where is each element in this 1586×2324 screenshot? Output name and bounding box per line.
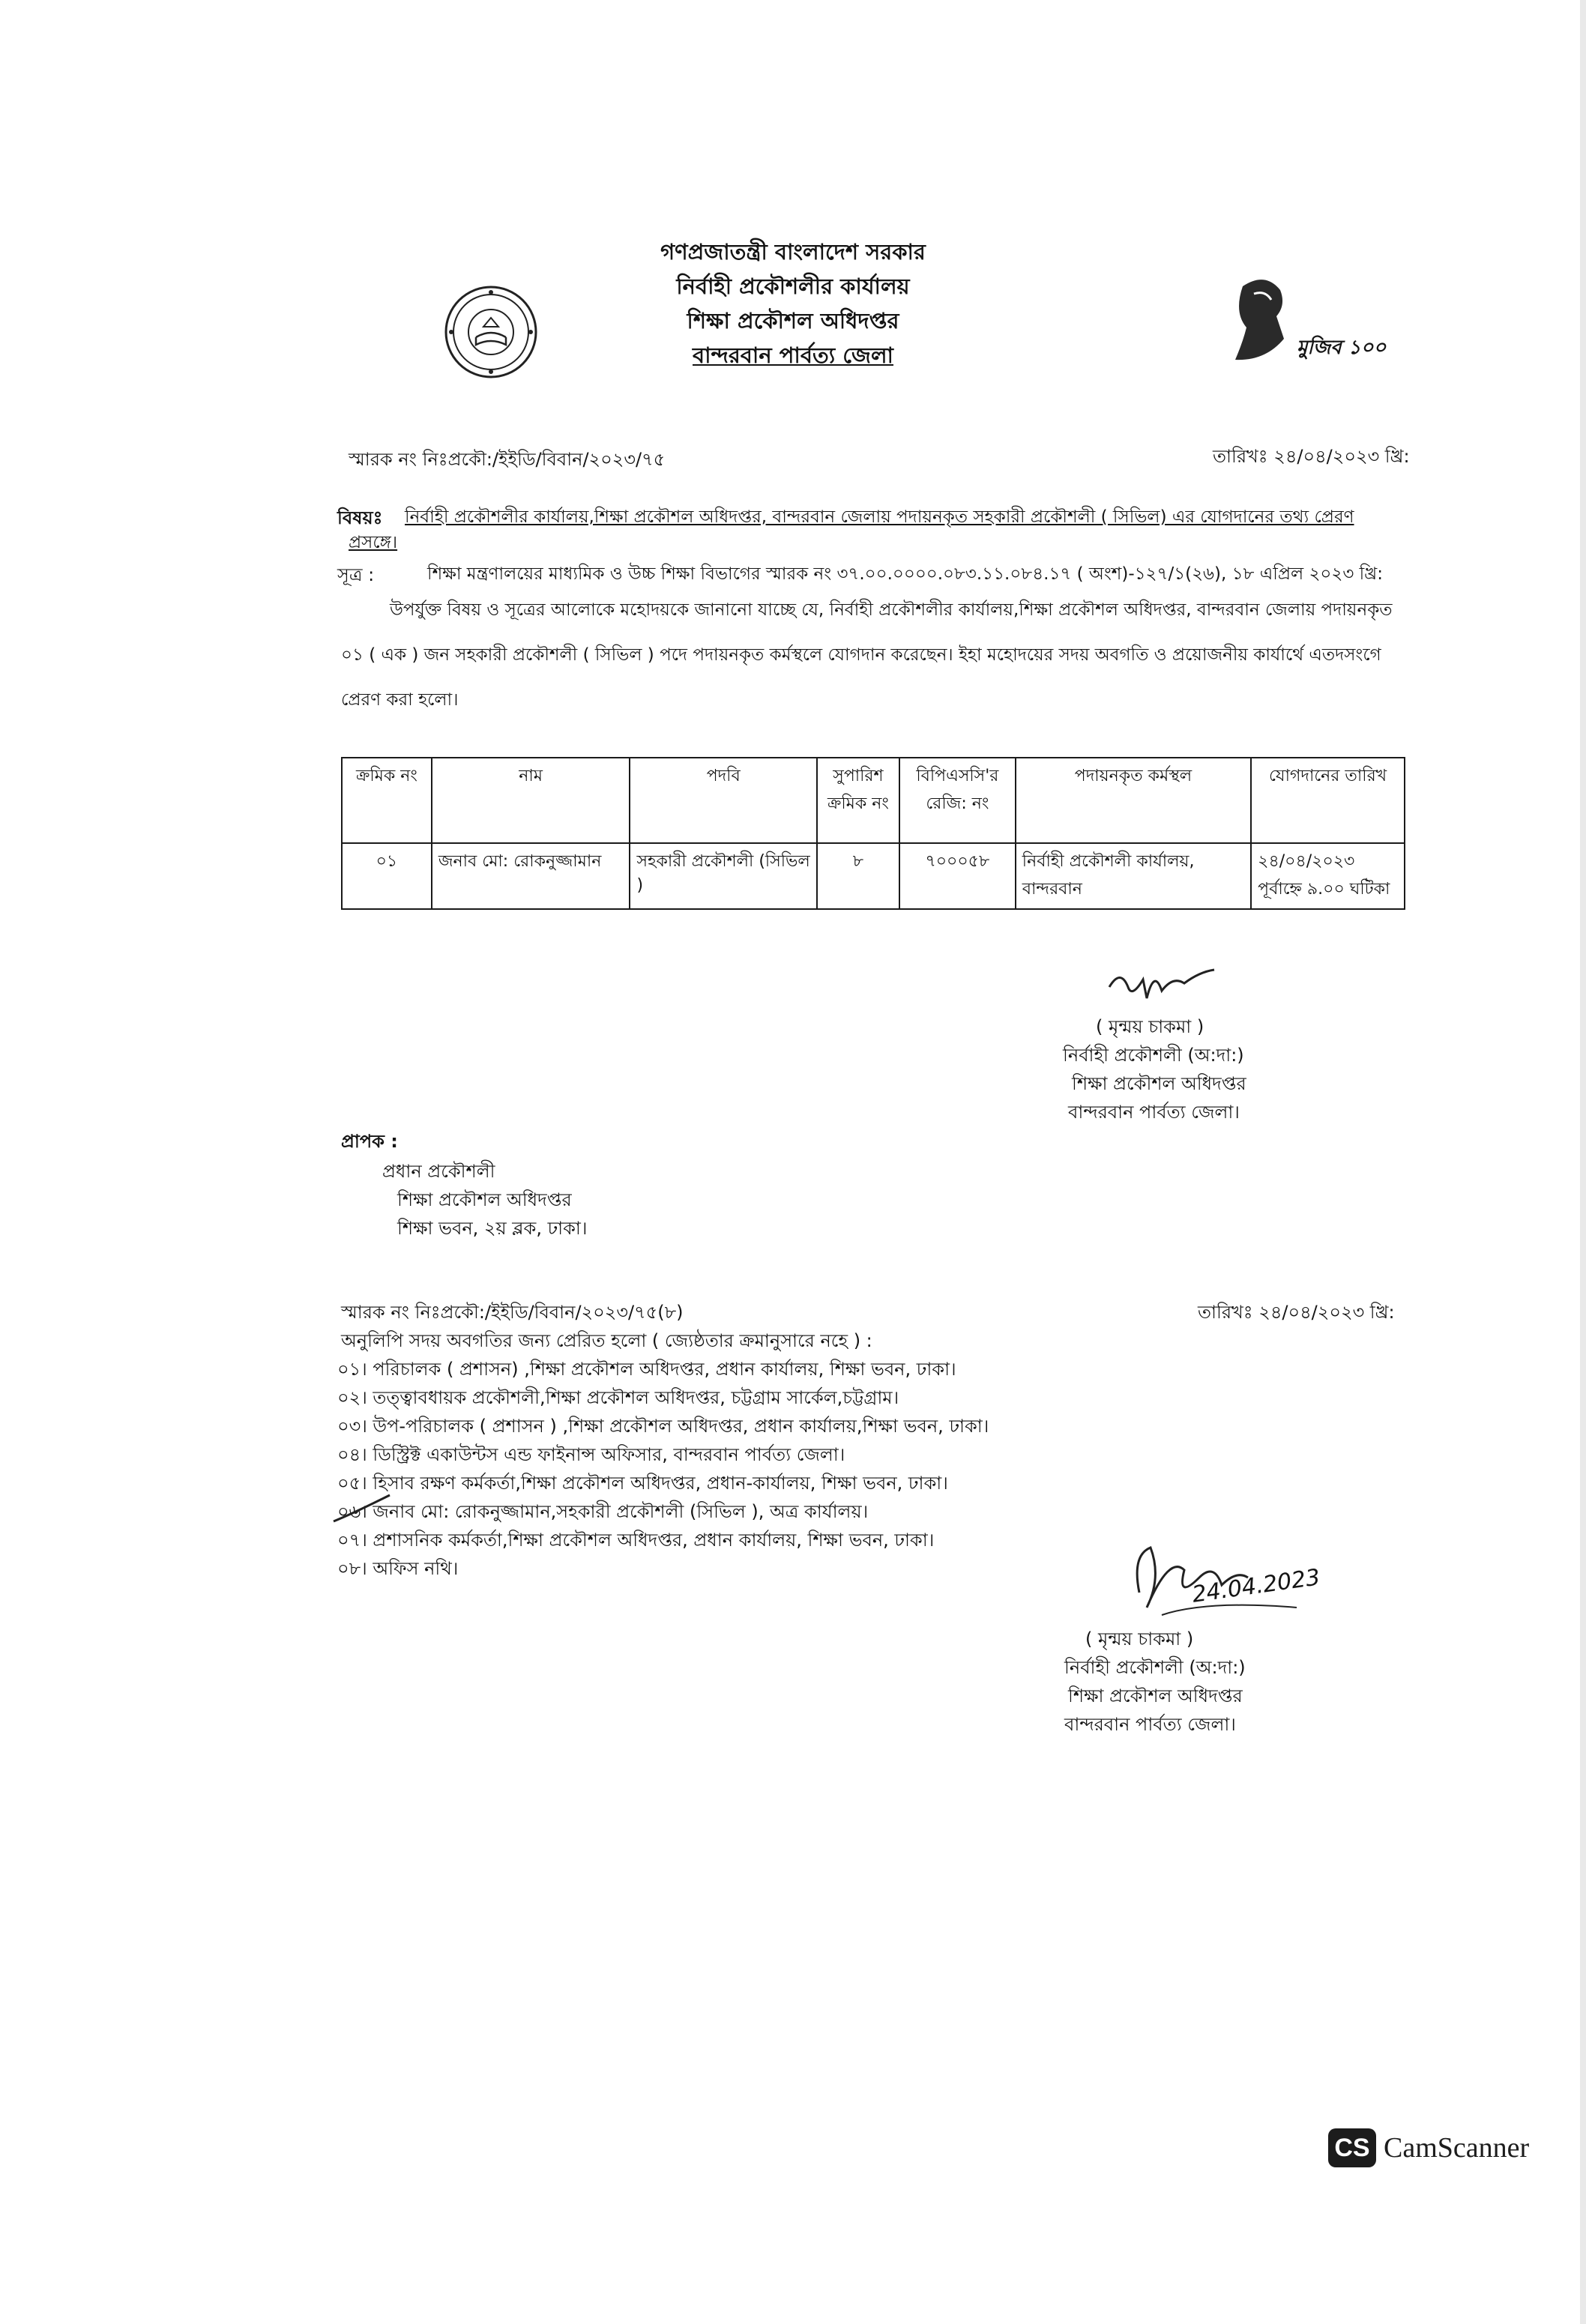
joining-info-table — [341, 757, 1405, 910]
list-item: ০৪। ডিস্ট্রিক্ট একাউন্টস এন্ড ফাইনান্স অফিসার, বান্দরবান পার্বত্য জেলা। — [337, 1444, 845, 1465]
body-line-3: প্রেরণ করা হলো। — [341, 690, 459, 710]
table-header-row — [342, 758, 1405, 843]
mujib-100-logo-text: মুজিব ১০০ — [1297, 336, 1387, 359]
table-header-cell: নাম — [432, 758, 630, 843]
table-header-cell: যোগদানের তারিখ — [1251, 758, 1405, 843]
table-row — [342, 843, 1405, 909]
tick-mark-icon — [330, 1491, 397, 1529]
table-header-cell: পদায়নকৃত কর্মস্থল — [1016, 758, 1251, 843]
signatory-dept-2: শিক্ষা প্রকৌশল অধিদপ্তর — [1068, 1685, 1243, 1706]
signatory-dept-1: শিক্ষা প্রকৌশল অধিদপ্তর — [1072, 1073, 1246, 1094]
header-line-department: শিক্ষা প্রকৌশল অধিদপ্তর — [687, 308, 899, 333]
camscanner-logo-icon: CS — [1328, 2128, 1376, 2167]
list-item: ০৭। প্রশাসনিক কর্মকর্তা,শিক্ষা প্রকৌশল অধিদপ্তর, প্রধান কার্যালয়, শিক্ষা ভবন, ঢাকা। — [337, 1530, 935, 1551]
recipient-line-1: প্রধান প্রকৌশলী — [382, 1161, 495, 1182]
signatory-name-1: ( মৃন্ময় চাকমা ) — [1096, 1016, 1204, 1037]
table-cell-name: জনাব মো: রোকনুজ্জামান — [432, 843, 630, 909]
table-cell-workplace: নির্বাহী প্রকৌশলী কার্যালয়, বান্দরবান — [1016, 843, 1251, 909]
signatory-title-1: নির্বাহী প্রকৌশলী (অ:দা:) — [1063, 1045, 1244, 1066]
body-line-1: উপর্যুক্ত বিষয় ও সূত্রের আলোকে মহোদয়কে জানানো যাচ্ছে যে, নির্বাহী প্রকৌশলীর কার্যালয়,শিক্ষা প্রকৌশল অধিদপ্তর, বান্দরবান জেলায় পদায়নকৃত — [390, 600, 1393, 620]
reference-label: সূত্র : — [337, 564, 375, 585]
list-item: ০২। তত্ত্বাবধায়ক প্রকৌশলী,শিক্ষা প্রকৌশল অধিদপ্তর, চট্টগ্রাম সার্কেল,চট্টগ্রাম। — [337, 1387, 899, 1408]
memo2-reference-number: স্মারক নং নিঃপ্রকৌ:/ইইডি/বিবান/২০২৩/৭৫(৮) — [341, 1302, 684, 1323]
table-header-cell: বিপিএসসি'র রেজি: নং — [899, 758, 1016, 843]
handwritten-date: 24.04.2023 — [1190, 1564, 1322, 1608]
list-item: ০৮। অফিস নথি। — [337, 1558, 459, 1579]
memo-reference-number: স্মারক নং নিঃপ্রকৌ:/ইইডি/বিবান/২০২৩/৭৫ — [349, 449, 666, 470]
subject-line-1: নির্বাহী প্রকৌশলীর কার্যালয়,শিক্ষা প্রকৌশল অধিদপ্তর, বান্দরবান জেলায় পদায়নকৃত সহকারী প্রকৌশলী ( সিভিল) এর যোগদানের তথ্য প্রেরণ — [405, 507, 1354, 527]
table-cell-bpsc-reg-no: ৭০০০৫৮ — [899, 843, 1016, 909]
signatory-district-2: বান্দরবান পার্বত্য জেলা। — [1064, 1714, 1236, 1735]
subject-line-2: প্রসঙ্গে। — [349, 533, 398, 552]
copies-intro: অনুলিপি সদয় অবগতির জন্য প্রেরিত হলো ( জ্যেষ্ঠতার ক্রমানুসারে নহে ) : — [341, 1330, 872, 1351]
signature-mark-1-icon — [1102, 953, 1222, 1013]
table-header-cell: ক্রমিক নং — [342, 758, 432, 843]
list-item: ০৫। হিসাব রক্ষণ কর্মকর্তা,শিক্ষা প্রকৌশল অধিদপ্তর, প্রধান-কার্যালয়, শিক্ষা ভবন, ঢাকা। — [337, 1473, 948, 1494]
body-line-2: ০১ ( এক ) জন সহকারী প্রকৌশলী ( সিভিল ) পদে পদায়নকৃত কর্মস্থলে যোগদান করেছেন। ইহা মহোদয়ের সদয় অবগতি ও প্রয়োজনীয় কার্যার্থে এতদসংগে — [341, 645, 1381, 665]
table-header-cell: সুপারিশ ক্রমিক নং — [817, 758, 899, 843]
list-item: ০৩। উপ-পরিচালক ( প্রশাসন ) ,শিক্ষা প্রকৌশল অধিদপ্তর, প্রধান কার্যালয়,শিক্ষা ভবন, ঢাকা। — [337, 1416, 989, 1437]
table-cell-joining-date: ২৪/০৪/২০২৩ পূর্বাহ্নে ৯.০০ ঘটিকা — [1251, 843, 1405, 909]
table-cell-designation: সহকারী প্রকৌশলী (সিভিল ) — [630, 843, 817, 909]
memo2-date: তারিখঃ ২৪/০৪/২০২৩ খ্রি: — [1198, 1302, 1395, 1323]
recipient-label: প্রাপক : — [341, 1131, 398, 1152]
memo-date: তারিখঃ ২৪/০৪/২০২৩ খ্রি: — [1213, 446, 1410, 467]
header-line-district: বান্দরবান পার্বত্য জেলা — [693, 342, 893, 368]
header-line-government: গণপ্রজাতন্ত্রী বাংলাদেশ সরকার — [660, 239, 926, 265]
list-item: ০১। পরিচালক ( প্রশাসন) ,শিক্ষা প্রকৌশল অধিদপ্তর, প্রধান কার্যালয়, শিক্ষা ভবন, ঢাকা। — [337, 1359, 956, 1380]
recipient-line-3: শিক্ষা ভবন, ২য় ব্লক, ঢাকা। — [397, 1218, 588, 1239]
recipient-line-2: শিক্ষা প্রকৌশল অধিদপ্তর — [397, 1189, 572, 1210]
signatory-district-1: বান্দরবান পার্বত্য জেলা। — [1068, 1102, 1240, 1123]
scan-edge-stripe — [1580, 0, 1586, 2324]
mujib-portrait-logo-icon — [1220, 271, 1303, 369]
signatory-name-2: ( মৃন্ময় চাকমা ) — [1085, 1629, 1194, 1650]
reference-text: শিক্ষা মন্ত্রণালয়ের মাধ্যমিক ও উচ্চ শিক্ষা বিভাগের স্মারক নং ৩৭.০০.০০০০.০৮৩.১১.০৮৪.১৭ ( অংশ)-১২৭/১(২৬), ১৮ এপ্রিল ২০২৩ খ্রি: — [427, 564, 1384, 584]
header-line-office: নির্বাহী প্রকৌশলীর কার্যালয় — [676, 274, 910, 299]
table-cell-recommendation-no: ৮ — [817, 843, 899, 909]
table-header-cell: পদবি — [630, 758, 817, 843]
table-cell-serial: ০১ — [342, 843, 432, 909]
signatory-title-2: নির্বাহী প্রকৌশলী (অ:দা:) — [1064, 1657, 1246, 1678]
camscanner-watermark-text: CamScanner — [1384, 2132, 1530, 2164]
list-item: ০৬। জনাব মো: রোকনুজ্জামান,সহকারী প্রকৌশলী (সিভিল ), অত্র কার্যালয়। — [337, 1501, 869, 1522]
subject-label: বিষয়ঃ — [337, 507, 383, 528]
